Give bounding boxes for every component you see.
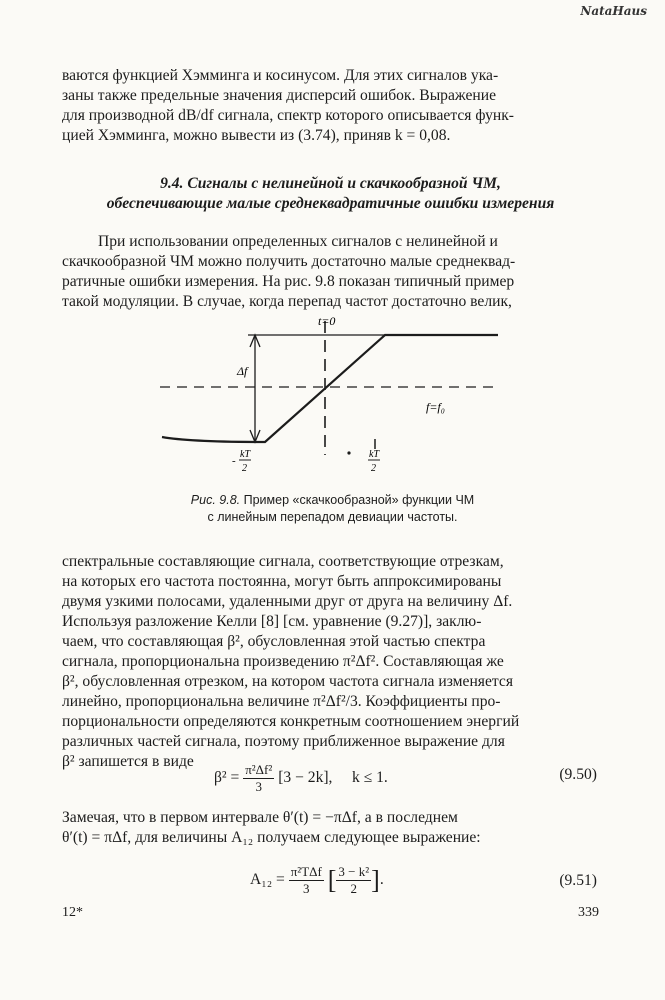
frequency-curve	[162, 335, 498, 442]
text-line: заны также предельные значения дисперсий ошибок. Выражение	[62, 87, 496, 104]
eq-frac-num: π²TΔf	[290, 864, 322, 879]
eq-fraction	[289, 864, 324, 897]
text-line: θ′(t) = πΔf, для величины A₁₂ получаем следующее выражение:	[62, 829, 481, 846]
text-line: β², обусловленная отрезком, на котором частота сигнала изменяется	[62, 673, 513, 690]
text-line: чаем, что составляющая β², обусловленная этой частью спектра	[62, 633, 486, 650]
bracket-open: [	[327, 865, 337, 895]
eq-lhs: A₁₂ =	[250, 871, 285, 889]
figure-caption	[110, 492, 555, 526]
fm-function-plot	[150, 305, 510, 485]
page-number: 339	[578, 905, 599, 920]
text-line: ваются функцией Хэмминга и косинусом. Для этих сигналов ука-	[62, 67, 499, 84]
eq-frac-den: 3	[303, 881, 310, 896]
text-line: порциональности определяются конкретным соотношением энергий	[62, 713, 520, 730]
equation-9-51	[62, 864, 599, 904]
label-t0: t=0	[318, 314, 336, 328]
section-heading-line1: 9.4. Сигналы с нелинейной и скачкообразной ЧМ,	[160, 175, 501, 192]
bracket-close: ]	[371, 865, 380, 895]
eq-fraction	[243, 762, 274, 795]
caption-line1: Пример «скачкообразной» функции ЧМ	[243, 493, 475, 507]
label-f0: f=f₀	[426, 400, 445, 414]
eq-lhs: β² =	[214, 769, 240, 787]
text-line: Используя разложение Келли [8] [см. уравнение (9.27)], заклю-	[62, 613, 482, 630]
eq-inner-fraction	[336, 864, 371, 897]
label-right-den: 2	[371, 463, 376, 474]
paragraph-3	[62, 552, 599, 772]
section-heading-line2: обеспечивающие малые среднеквадратичные ошибки измерения	[106, 195, 555, 212]
eq-inner-den: 2	[350, 881, 358, 896]
text-line: цией Хэмминга, можно вывести из (3.74), приняв k = 0,08.	[62, 127, 451, 144]
footer-signature-mark: 12*	[62, 905, 83, 920]
text-line: скачкообразной ЧМ можно получить достаточно малые среднеквад-	[62, 253, 516, 270]
watermark-logo: NataHaus	[580, 4, 647, 18]
label-delta-f: Δf	[237, 364, 248, 378]
figure-9-8	[150, 305, 510, 490]
eq-number: (9.51)	[559, 872, 597, 889]
eq-tail: .	[379, 871, 384, 889]
dot-mark	[347, 451, 350, 454]
text-line: линейно, пропорциональна величине π²Δf²/3. Коэффициенты про-	[62, 693, 501, 710]
text-line: такой модуляции. В случае, когда перепад частот достаточно велик,	[62, 293, 512, 310]
paragraph-4	[62, 808, 599, 848]
label-left-den: 2	[242, 463, 247, 474]
equation-9-50	[62, 762, 599, 798]
text-line: спектральные составляющие сигнала, соответствующие отрезкам,	[62, 553, 504, 570]
section-heading	[62, 174, 599, 214]
text-line: для производной dB/df сигнала, спектр которого описывается функ-	[62, 107, 514, 124]
intro-paragraph	[62, 66, 599, 146]
caption-label: Рис. 9.8.	[190, 493, 241, 507]
caption-line2: с линейным перепадом девиации частоты.	[207, 510, 458, 524]
text-line: на которых его частота постоянна, могут быть аппроксимированы	[62, 573, 502, 590]
label-left-sign: -	[232, 455, 236, 467]
paragraph-2	[62, 232, 599, 312]
text-line: двумя узкими полосами, удаленными друг от друга на величину Δf.	[62, 593, 513, 610]
eq-frac-num: π²Δf²	[245, 762, 273, 777]
eq-number: (9.50)	[559, 766, 597, 783]
text-line: различных частей сигнала, поэтому приближенное выражение для	[62, 733, 505, 750]
text-line: Замечая, что в первом интервале θ′(t) = −πΔf, а в последнем	[62, 809, 458, 826]
text-line: ратичные ошибки измерения. На рис. 9.8 показан типичный пример	[62, 273, 515, 290]
label-left-num: kT	[240, 449, 250, 460]
eq-rhs: [3 − 2k], k ≤ 1.	[278, 769, 388, 787]
text-line: β² запишется в виде	[62, 753, 194, 770]
text-line: При использовании определенных сигналов с нелинейной и	[98, 233, 498, 250]
text-line: сигнала, пропорциональна произведению π²Δf². Составляющая же	[62, 653, 504, 670]
label-right-num: kT	[369, 449, 379, 460]
eq-inner-num: 3 − k²	[338, 864, 370, 879]
eq-frac-den: 3	[255, 779, 262, 794]
